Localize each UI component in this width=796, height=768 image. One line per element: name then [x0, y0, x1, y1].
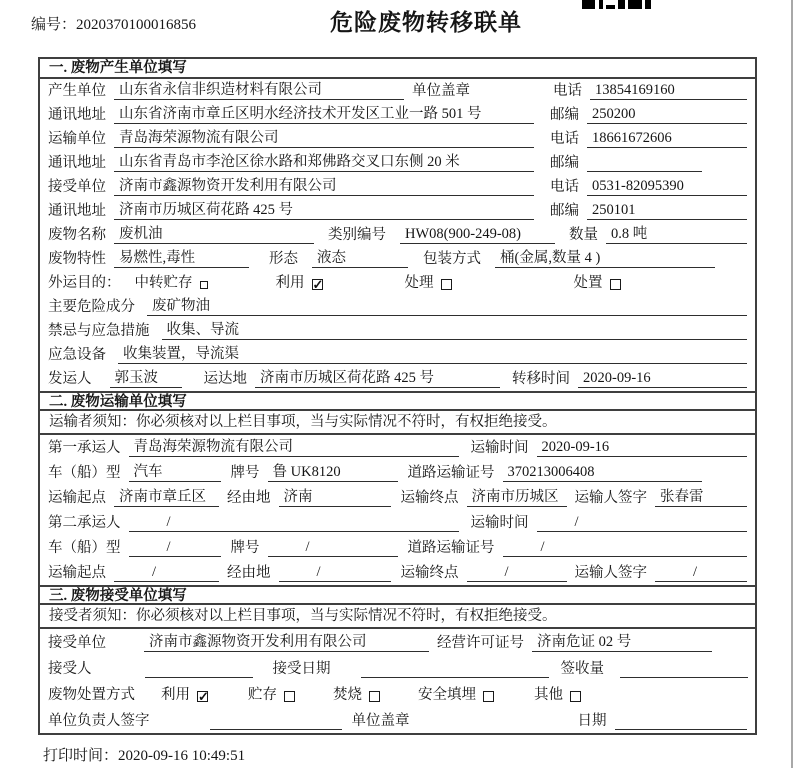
waste-name-value-1: 废机油: [114, 226, 314, 244]
producer-unit-value-1: 山东省永信非织造材料有限公司: [114, 82, 404, 100]
section-header-transport: 二. 废物运输单位填写: [40, 391, 755, 411]
dispatch-value-5: 2020-09-16: [578, 370, 747, 388]
responsible-signature-row: [40, 707, 755, 733]
form-title: 危险废物转移联单: [330, 10, 522, 35]
accept-person-value-3: [361, 661, 549, 678]
waste-property-label-2: 形态: [269, 251, 298, 267]
second-route-value-7: /: [655, 564, 747, 582]
second-route-label-4: 运输终点: [400, 565, 459, 581]
page-edge-line: [791, 0, 793, 768]
first-route-label-4: 运输终点: [400, 490, 459, 506]
waste-name-label-4: 数量: [569, 227, 598, 243]
second-vehicle-value-5: /: [503, 539, 748, 557]
second-route-value-3: /: [279, 564, 391, 582]
waste-property-label-0: 废物特性: [48, 251, 106, 267]
hazard-component-label-0: 主要危险成分: [48, 299, 135, 315]
transporter-address-label-2: 邮编: [550, 155, 579, 171]
transporter-address-value-1: 山东省青岛市李沧区徐水路和郑佛路交叉口东侧 20 米: [114, 154, 534, 172]
producer-unit-value-4: 13854169160: [590, 82, 747, 100]
section-producer: [40, 59, 755, 391]
first-carrier-row: [40, 435, 755, 460]
unchecked-checkbox-icon: [441, 279, 452, 290]
first-vehicle-value-1: 汽车: [129, 464, 221, 482]
waste-property-value-1: 易燃性,毒性: [114, 250, 249, 268]
producer-unit-label-2: 单位盖章: [412, 83, 470, 99]
first-vehicle-label-0: 车（船）型: [48, 465, 121, 481]
second-vehicle-value-1: /: [129, 539, 221, 557]
second-vehicle-value-3: /: [268, 539, 398, 557]
unchecked-checkbox-icon: [570, 691, 581, 702]
second-carrier-label-2: 运输时间: [470, 515, 529, 531]
disposal-method-checkbox-label-3: 焚烧: [333, 687, 362, 703]
responsible-signature-label-3: 日期: [577, 713, 607, 729]
transfer-purpose-checkbox-label-1: 中转贮存: [134, 275, 193, 291]
transfer-purpose-checkbox-label-3: 处理: [404, 275, 434, 291]
emergency-measures-row: [40, 319, 755, 343]
receiver-address-value-1: 济南市历城区荷花路 425 号: [114, 202, 534, 220]
receiver-unit-label-2: 电话: [550, 179, 579, 195]
unchecked-checkbox-icon: [369, 691, 380, 702]
checked-checkbox-icon: [197, 691, 208, 702]
disposal-method-checkbox-5: [534, 687, 581, 704]
waste-name-value-3: HW08(900-249-08): [400, 226, 555, 244]
first-carrier-value-1: 青岛海荣源物流有限公司: [129, 439, 459, 457]
receiver-address-label-0: 通讯地址: [48, 203, 106, 219]
accept-unit-label-0: 接受单位: [48, 635, 106, 651]
second-carrier-label-0: 第二承运人: [48, 515, 121, 531]
producer-address-row: [40, 103, 755, 127]
serial-label: 编号：: [31, 17, 77, 33]
disposal-method-row: [40, 681, 755, 707]
disposal-method-checkbox-4: [418, 687, 494, 704]
transporter-unit-label-0: 运输单位: [48, 131, 106, 147]
transporter-unit-label-2: 电话: [550, 131, 579, 147]
emergency-measures-value-1: 收集、导流: [162, 322, 748, 340]
second-route-value-1: /: [114, 564, 219, 582]
receive-notice: 接受者须知：你必须核对以上栏目事项，当与实际情况不符时，有权拒绝接受。: [40, 605, 755, 629]
first-carrier-label-0: 第一承运人: [48, 440, 121, 456]
dispatch-label-2: 运达地: [203, 371, 247, 387]
first-vehicle-value-3: 鲁 UK8120: [268, 464, 398, 482]
dispatch-value-3: 济南市历城区荷花路 425 号: [255, 370, 500, 388]
emergency-equipment-row: [40, 343, 755, 367]
transporter-unit-row: [40, 127, 755, 151]
producer-address-value-3: 250200: [587, 106, 747, 124]
dispatch-label-0: 发运人: [48, 371, 92, 387]
first-vehicle-row: [40, 460, 755, 485]
transport-notice: 运输者须知：你必须核对以上栏目事项，当与实际情况不符时，有权拒绝接受。: [40, 411, 755, 435]
receiver-address-label-2: 邮编: [550, 203, 579, 219]
accept-unit-value-3: 济南危证 02 号: [532, 634, 712, 652]
producer-address-label-0: 通讯地址: [48, 107, 106, 123]
responsible-signature-value-1: [210, 713, 342, 730]
transfer-purpose-label-0: 外运目的：: [48, 275, 121, 291]
print-time-label: 打印时间：: [43, 748, 119, 764]
unchecked-checkbox-icon: [200, 281, 208, 289]
second-route-label-0: 运输起点: [48, 565, 106, 581]
producer-unit-label-3: 电话: [553, 83, 582, 99]
serial-number: 2020370100016856: [76, 17, 197, 33]
accept-unit-row: [40, 629, 755, 655]
second-vehicle-label-0: 车（船）型: [48, 540, 121, 556]
transporter-address-row: [40, 151, 755, 175]
accept-unit-label-2: 经营许可证号: [437, 635, 524, 651]
transfer-purpose-row: [40, 271, 755, 295]
first-carrier-label-2: 运输时间: [470, 440, 529, 456]
section-header-receive: 三. 废物接受单位填写: [40, 585, 755, 605]
second-carrier-value-1: /: [129, 514, 459, 532]
first-vehicle-value-5: 370213006408: [503, 464, 703, 482]
second-route-label-6: 运输人签字: [574, 565, 647, 581]
responsible-signature-label-2: 单位盖章: [351, 713, 410, 729]
disposal-method-checkbox-3: [333, 687, 380, 704]
waste-name-label-2: 类别编号: [328, 227, 386, 243]
serial-number-line: [31, 13, 196, 34]
unchecked-checkbox-icon: [483, 691, 494, 702]
first-route-label-0: 运输起点: [48, 490, 106, 506]
waste-property-value-3: 液态: [312, 250, 408, 268]
first-vehicle-label-4: 道路运输证号: [407, 465, 495, 481]
waste-name-value-5: 0.8 吨: [606, 226, 747, 244]
second-vehicle-label-4: 道路运输证号: [407, 540, 495, 556]
receiver-address-value-3: 250101: [587, 202, 747, 220]
section-header-producer: 一. 废物产生单位填写: [40, 59, 755, 79]
second-route-row: [40, 560, 755, 585]
transfer-purpose-checkbox-2: [276, 275, 323, 292]
hazard-component-value-1: 废矿物油: [147, 298, 747, 316]
print-time-line: [43, 744, 245, 765]
disposal-method-checkbox-label-1: 利用: [161, 687, 190, 703]
second-carrier-row: [40, 510, 755, 535]
first-route-label-6: 运输人签字: [574, 490, 647, 506]
section-transport: [40, 391, 755, 585]
waste-name-row: [40, 223, 755, 247]
emergency-equipment-value-1: 收集装置，导流渠: [118, 346, 747, 364]
second-carrier-value-3: /: [537, 514, 748, 532]
transfer-purpose-checkbox-1: [135, 275, 208, 292]
accept-person-value-5: [620, 661, 748, 678]
accept-person-value-1: [145, 661, 253, 678]
second-route-label-2: 经由地: [227, 565, 271, 581]
disposal-method-checkbox-1: [161, 687, 208, 704]
second-vehicle-row: [40, 535, 755, 560]
first-route-value-7: 张春雷: [655, 489, 747, 507]
accept-person-label-4: 签收量: [560, 661, 604, 677]
first-carrier-value-3: 2020-09-16: [537, 439, 748, 457]
hazard-component-row: [40, 295, 755, 319]
first-route-value-5: 济南市历城区: [467, 489, 567, 507]
receiver-unit-row: [40, 175, 755, 199]
emergency-measures-label-0: 禁忌与应急措施: [48, 323, 150, 339]
producer-unit-label-0: 产生单位: [48, 83, 106, 99]
disposal-method-checkbox-label-2: 贮存: [248, 687, 277, 703]
waste-property-row: [40, 247, 755, 271]
transporter-address-label-0: 通讯地址: [48, 155, 106, 171]
producer-address-label-2: 邮编: [550, 107, 579, 123]
transporter-unit-value-3: 18661672606: [587, 130, 747, 148]
dispatch-label-4: 转移时间: [512, 371, 570, 387]
checked-checkbox-icon: [312, 279, 323, 290]
unchecked-checkbox-icon: [610, 279, 621, 290]
receiver-address-row: [40, 199, 755, 223]
receiver-unit-label-0: 接受单位: [48, 179, 106, 195]
dispatch-row: [40, 367, 755, 391]
waste-name-label-0: 废物名称: [48, 227, 106, 243]
first-route-label-2: 经由地: [227, 490, 271, 506]
producer-address-value-1: 山东省济南市章丘区明水经济技术开发区工业一路 501 号: [114, 106, 534, 124]
transfer-purpose-checkbox-4: [574, 275, 621, 292]
transfer-purpose-checkbox-3: [405, 275, 452, 292]
dispatch-value-1: 郭玉波: [110, 370, 182, 388]
responsible-signature-label-0: 单位负责人签字: [48, 713, 150, 729]
accept-person-label-2: 接受日期: [272, 661, 331, 677]
first-route-value-3: 济南: [279, 489, 391, 507]
print-time-value: 2020-09-16 10:49:51: [118, 748, 246, 764]
producer-unit-row: [40, 79, 755, 103]
accept-unit-value-1: 济南市鑫源物资开发利用有限公司: [144, 634, 429, 652]
first-route-value-1: 济南市章丘区: [114, 489, 219, 507]
transfer-purpose-checkbox-label-2: 利用: [275, 275, 305, 291]
first-vehicle-label-2: 牌号: [230, 465, 260, 481]
qr-code-fragment: [582, 0, 654, 10]
responsible-signature-value-4: [615, 713, 748, 730]
second-route-value-5: /: [467, 564, 567, 582]
receiver-unit-value-1: 济南市鑫源物资开发利用有限公司: [114, 178, 534, 196]
receiver-unit-value-3: 0531-82095390: [587, 178, 747, 196]
first-route-row: [40, 485, 755, 510]
disposal-method-checkbox-2: [248, 687, 295, 704]
emergency-equipment-label-0: 应急设备: [48, 347, 106, 363]
accept-person-label-0: 接受人: [48, 661, 92, 677]
section-receive: [40, 585, 755, 733]
transporter-unit-value-1: 青岛海荣源物流有限公司: [114, 130, 534, 148]
form-box: [38, 57, 757, 735]
disposal-method-checkbox-label-5: 其他: [534, 687, 563, 703]
transporter-address-value-3: [587, 155, 702, 172]
transfer-purpose-checkbox-label-4: 处置: [573, 275, 603, 291]
disposal-method-checkbox-label-4: 安全填埋: [418, 687, 476, 703]
waste-property-label-4: 包装方式: [423, 251, 481, 267]
unchecked-checkbox-icon: [284, 691, 295, 702]
waste-property-value-5: 桶(金属,数量 4 ): [495, 250, 715, 268]
accept-person-row: [40, 655, 755, 681]
disposal-method-label-0: 废物处置方式: [48, 687, 135, 703]
second-vehicle-label-2: 牌号: [230, 540, 260, 556]
page-header: [0, 0, 796, 57]
